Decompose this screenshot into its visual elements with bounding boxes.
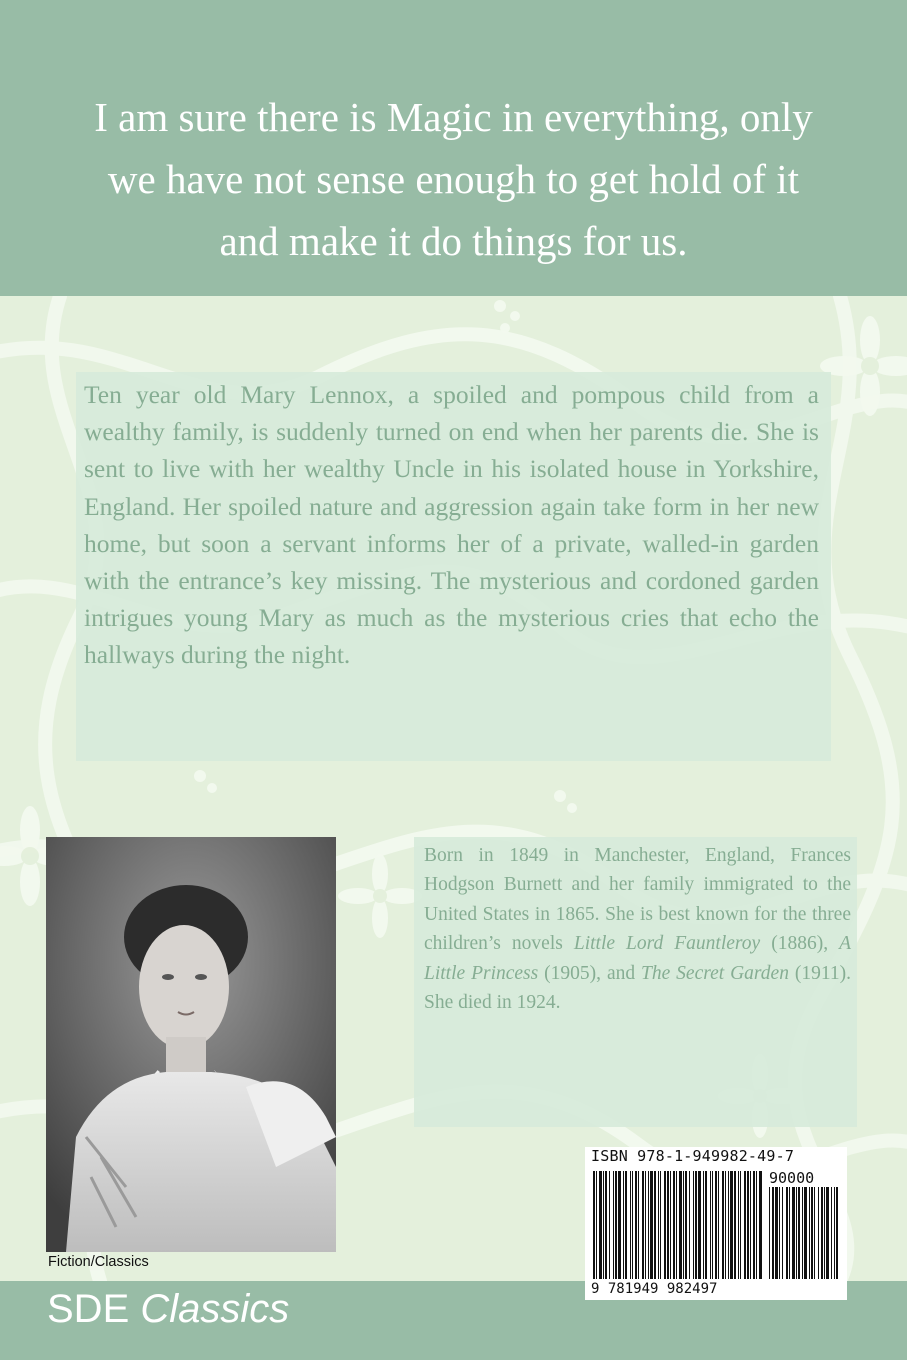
bio-text-4: (1911). She died in 1924. xyxy=(424,962,852,1014)
synopsis-text: Ten year old Mary Lennox, a spoiled and pompous child from a wealthy family, is suddenly turned on end when her parents die. She is sent to live with her wealthy Uncle in his isolated house in Yorkshire, England. Her spoiled nature and aggression again take form in her new home, but soon a servant informs her of a private, walled-in garden with the entrance’s key missing. The mysterious and cordoned garden intrigues young Mary as much as the mysterious cries that echo the hallways during the night. xyxy=(84,380,819,670)
publisher-brand xyxy=(47,1281,289,1341)
brand-prefix: SDE xyxy=(47,1287,130,1331)
isbn-text: ISBN 978-1-949982-49-7 xyxy=(591,1147,795,1165)
bio-title-a-little-princess: A Little Princess xyxy=(424,933,851,984)
author-portrait-photo-icon xyxy=(46,837,336,1252)
bio-title-little-lord-fauntleroy: Little Lord Fauntleroy xyxy=(573,933,761,955)
brand-suffix: Classics xyxy=(140,1287,290,1331)
bio-text-1: Born in 1849 in Manchester, England, Frances Hodgson Burnett and her family immigrated to the United States in 1865. She is best known for the three children’s novels xyxy=(424,845,851,955)
quote-line-3: and make it do things for us. xyxy=(219,218,688,264)
bio-text-3: (1905), and xyxy=(538,962,642,984)
synopsis-box xyxy=(76,372,831,761)
bio-title-the-secret-garden: The Secret Garden xyxy=(641,962,789,984)
genre-label: Fiction/Classics xyxy=(48,1254,149,1270)
quote xyxy=(40,86,867,272)
author-portrait xyxy=(46,837,336,1252)
bio-text-2: (1886), xyxy=(760,933,840,955)
quote-line-2: we have not sense enough to get hold of it xyxy=(107,156,800,202)
price-code-text: 90000 xyxy=(769,1169,815,1187)
ean-text: 9 781949 982497 xyxy=(591,1281,718,1297)
quote-line-1: I am sure there is Magic in everything, only xyxy=(94,94,813,140)
author-bio-box xyxy=(414,837,857,1127)
